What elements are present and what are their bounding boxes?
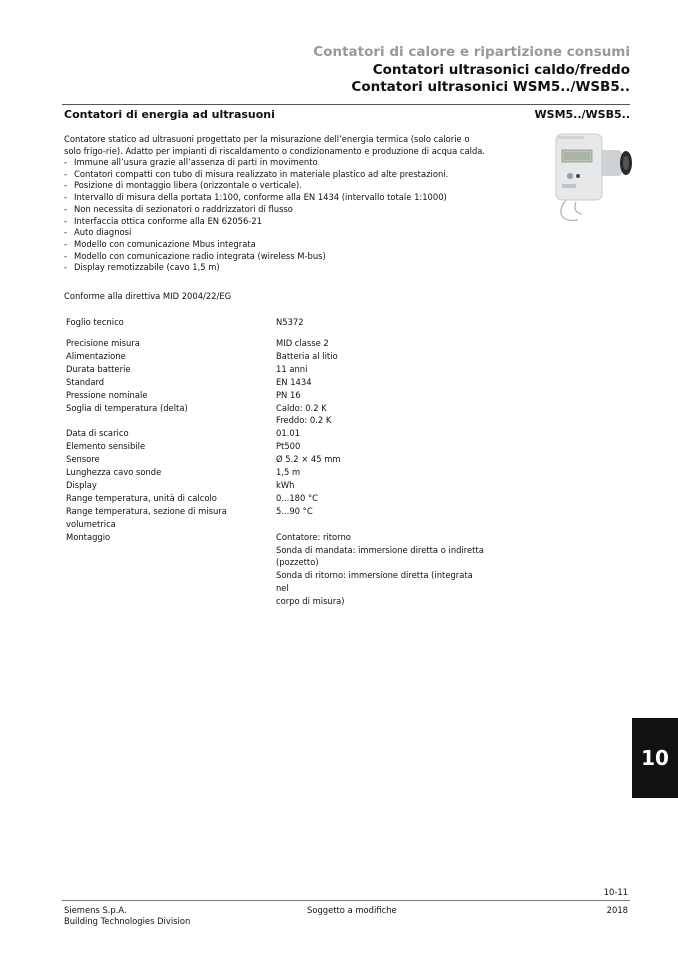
spec-value: EN 1434 <box>276 376 312 387</box>
footer-company: Siemens S.p.A. <box>64 905 127 915</box>
footer-notice: Soggetto a modifiche <box>307 905 397 915</box>
spec-key <box>64 414 274 427</box>
spec-value: Pt500 <box>276 441 301 452</box>
spec-key: Durata batterie <box>66 363 131 374</box>
table-row <box>64 479 490 492</box>
spec-value: kWh <box>276 479 295 490</box>
specs-table <box>64 337 490 608</box>
spec-key: Display <box>66 479 97 490</box>
spec-key: Standard <box>66 376 105 387</box>
spec-key <box>64 544 274 557</box>
spec-key <box>64 569 274 595</box>
spec-value: 11 anni <box>276 363 308 374</box>
table-row <box>64 337 490 350</box>
spec-key <box>64 595 274 608</box>
spec-value: corpo di misura) <box>276 596 345 607</box>
footer-division: Building Technologies Division <box>64 916 191 926</box>
section-title: Contatori di energia ad ultrasuoni <box>64 108 275 121</box>
spec-key: Sensore <box>66 454 100 465</box>
spec-value: 5...90 °C <box>276 505 313 516</box>
table-row <box>64 544 490 557</box>
spec-key: Montaggio <box>66 531 111 542</box>
table-row <box>64 505 490 531</box>
spec-key: Pressione nominale <box>66 389 148 400</box>
table-row <box>64 595 490 608</box>
spec-value: Caldo: 0.2 K <box>276 402 327 413</box>
table-row <box>64 531 490 544</box>
list-item: - Modello con comunicazione radio integrata (wireless M-bus) <box>64 251 448 263</box>
spec-key: Alimentazione <box>66 350 126 361</box>
spec-value: (pozzetto) <box>276 557 319 568</box>
table-row <box>64 492 490 505</box>
table-row <box>64 427 490 440</box>
header-title-2: Contatori ultrasonici WSM5../WSB5.. <box>351 79 630 95</box>
table-row <box>64 569 490 595</box>
spec-key: Range temperatura, sezione di misura volumetrica <box>66 505 227 529</box>
spec-value: 01.01 <box>276 428 300 439</box>
spec-key: Range temperatura, unità di calcolo <box>66 492 217 503</box>
table-row <box>64 350 490 363</box>
table-row <box>64 402 490 415</box>
table-row <box>64 389 490 402</box>
feature-list <box>64 157 448 274</box>
conformity-text: Conforme alla direttiva MID 2004/22/EG <box>64 291 232 301</box>
ultrasonic-meter-photo <box>548 128 640 228</box>
list-item: - Display remotizzabile (cavo 1,5 m) <box>64 262 448 274</box>
foglio-value: N5372 <box>276 317 304 327</box>
table-row <box>64 453 490 466</box>
table-row <box>64 440 490 453</box>
spec-key: Soglia di temperatura (delta) <box>66 402 188 413</box>
spec-value: Sonda di ritorno: immersione diretta (integrata nel <box>276 570 473 594</box>
spec-value: Batteria al litio <box>276 350 338 361</box>
header-divider <box>62 104 630 105</box>
spec-value: 0...180 °C <box>276 492 318 503</box>
list-item: - Immune all’usura grazie all’assenza di parti in movimento <box>64 157 448 169</box>
list-item: - Interfaccia ottica conforme alla EN 62056-21 <box>64 216 448 228</box>
table-row <box>64 376 490 389</box>
spec-value: Contatore: ritorno <box>276 531 351 542</box>
table-row <box>64 363 490 376</box>
spec-key: Lunghezza cavo sonde <box>66 467 162 478</box>
page-number: 10-11 <box>603 887 628 897</box>
spec-value: Freddo: 0.2 K <box>276 415 332 426</box>
spec-key: Data di scarico <box>66 428 129 439</box>
spec-key: Precisione misura <box>66 338 140 348</box>
header-title-1: Contatori ultrasonici caldo/freddo <box>372 62 630 78</box>
spec-key: Elemento sensibile <box>66 441 146 452</box>
foglio-label: Foglio tecnico <box>66 317 124 327</box>
list-item: - Modello con comunicazione Mbus integrata <box>64 239 448 251</box>
list-item: - Non necessita di sezionatori o raddrizzatori di flusso <box>64 204 448 216</box>
list-item: - Intervallo di misura della portata 1:100, conforme alla EN 1434 (intervallo totale 1:1000) <box>64 192 448 204</box>
list-item: - Posizione di montaggio libera (orizzontale o verticale). <box>64 180 448 192</box>
header-category: Contatori di calore e ripartizione consumi <box>313 44 630 60</box>
table-row <box>64 556 490 569</box>
spec-value: PN 16 <box>276 389 301 400</box>
footer-company-block <box>64 905 190 927</box>
spec-value: Ø 5.2 × 45 mm <box>276 454 341 465</box>
list-item: - Auto diagnosi <box>64 227 448 239</box>
spec-value: Sonda di mandata: immersione diretta o indiretta <box>276 544 484 555</box>
spec-key <box>64 556 274 569</box>
table-row <box>64 414 490 427</box>
list-item: - Contatori compatti con tubo di misura realizzato in materiale plastico ad alte prestazioni. <box>64 169 448 181</box>
table-row <box>64 466 490 479</box>
spec-value: MID classe 2 <box>276 338 329 348</box>
spec-value: 1,5 m <box>276 467 301 478</box>
chapter-tab: 10 <box>632 718 678 798</box>
section-code: WSM5../WSB5.. <box>534 108 630 121</box>
footer-year: 2018 <box>606 905 628 915</box>
intro-text: Contatore statico ad ultrasuoni progettato per la misurazione dell’energia termica (solo calorie o solo frigo-rie). Adatto per impianti di riscaldamento o condizionamento e produzione di acqua calda. <box>64 134 486 156</box>
footer-divider <box>62 900 630 901</box>
